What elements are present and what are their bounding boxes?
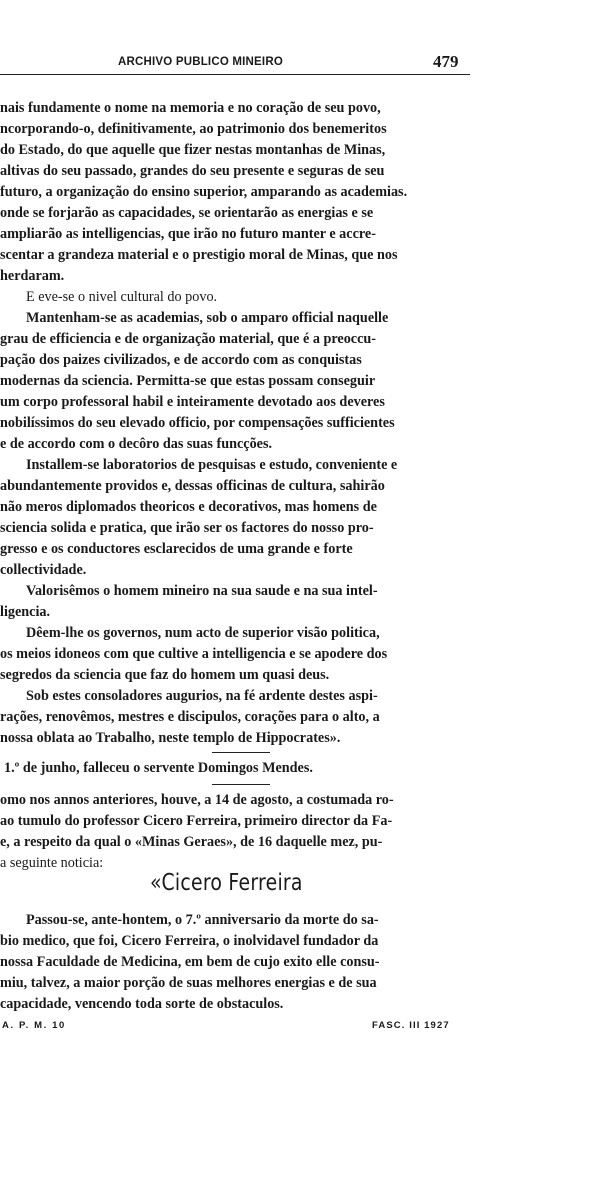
text-line: onde se forjarão as capacidades, se orientarão as energias e se [0, 205, 374, 221]
text-line: ampliarão as intelligencias, que irão no futuro manter e accre- [0, 226, 376, 242]
header-rule [0, 74, 470, 75]
text-line: altivas do seu passado, grandes do seu presente e seguras de seu [0, 163, 385, 179]
text-line: bio medico, que foi, Cicero Ferreira, o inolvidavel fundador da [0, 933, 379, 949]
text-line: um corpo professoral habil e inteiramente devotado aos deveres [0, 394, 385, 410]
running-title: ARCHIVO PUBLICO MINEIRO [118, 56, 283, 68]
text-line: Installem-se laboratorios de pesquisas e estudo, conveniente e [26, 457, 398, 473]
text-line: herdaram. [0, 268, 65, 284]
text-line: Mantenham-se as academias, sob o amparo official naquelle [26, 310, 389, 326]
text-line: não meros diplomados theoricos e decorativos, mas homens de [0, 499, 377, 515]
text-line: segredos da sciencia que faz do homem um quasi deus. [0, 667, 330, 683]
text-line: rações, renovêmos, mestres e discipulos, corações para o alto, a [0, 709, 380, 725]
text-line: ncorporando-o, definitivamente, ao patrimonio dos benemeritos [0, 121, 387, 137]
footer-signature: A. P. M. 10 [2, 1020, 66, 1031]
text-line: nais fundamente o nome na memoria e no coração de seu povo, [0, 100, 381, 116]
text-line: os meios idoneos com que cultive a intelligencia e se apodere dos [0, 646, 388, 662]
text-line: ao tumulo do professor Cicero Ferreira, primeiro director da Fa- [0, 813, 393, 829]
june-note: 1.º de junho, falleceu o servente Domingos Mendes. [4, 760, 313, 776]
text-line: Passou-se, ante-hontem, o 7.º anniversario da morte do sa- [26, 912, 379, 928]
text-line: gresso e os conductores esclarecidos de uma grande e forte [0, 541, 353, 557]
text-line: nobilíssimos do seu elevado officio, por compensações sufficientes [0, 415, 395, 431]
page-header [0, 52, 480, 76]
text-line: nossa Faculdade de Medicina, em bem de cujo exito elle consu- [0, 954, 380, 970]
section-divider [212, 752, 270, 753]
page-number: 479 [433, 52, 459, 71]
text-line: nossa oblata ao Trabalho, neste templo de Hippocrates». [0, 730, 341, 746]
text-line: Dêem-lhe os governos, num acto de superior visão politica, [26, 625, 380, 641]
text-line: grau de efficiencia e de organização material, que é a preoccu- [0, 331, 377, 347]
text-line: miu, talvez, a maior porção de suas melhores energias e de sua [0, 975, 377, 991]
text-line: e de accordo com o decôro das suas funcções. [0, 436, 273, 452]
text-line: futuro, a organização do ensino superior, amparando as academias. [0, 184, 408, 200]
text-line: Sob estes consoladores augurios, na fé ardente destes aspi- [26, 688, 378, 704]
text-line: ligencia. [0, 604, 51, 620]
footer-fascicle: FASC. III 1927 [372, 1020, 450, 1031]
text-line: pação dos paizes civilizados, e de accordo com as conquistas [0, 352, 362, 368]
text-line: sciencia solida e pratica, que irão ser os factores do nosso pro- [0, 520, 374, 536]
text-line: modernas da sciencia. Permitta-se que estas possam conseguir [0, 373, 376, 389]
text-line: collectividade. [0, 562, 87, 578]
text-line: do Estado, do que aquelle que fizer nestas montanhas de Minas, [0, 142, 386, 158]
text-line: a seguinte noticia: [0, 855, 104, 871]
text-line: E eve-se o nivel cultural do povo. [26, 289, 218, 305]
text-line: omo nos annos anteriores, houve, a 14 de agosto, a costumada ro- [0, 792, 394, 808]
text-line: abundantemente providos e, dessas officinas de cultura, sahirão [0, 478, 385, 494]
text-line: capacidade, vencendo toda sorte de obstaculos. [0, 996, 284, 1012]
section-divider [212, 784, 270, 785]
text-line: scentar a grandeza material e o prestigio moral de Minas, que nos [0, 247, 398, 263]
text-line: e, a respeito da qual o «Minas Geraes», de 16 daquelle mez, pu- [0, 834, 383, 850]
article-heading: «Cicero Ferreira [150, 870, 303, 896]
text-line: Valorisêmos o homem mineiro na sua saude e na sua intel- [26, 583, 378, 599]
